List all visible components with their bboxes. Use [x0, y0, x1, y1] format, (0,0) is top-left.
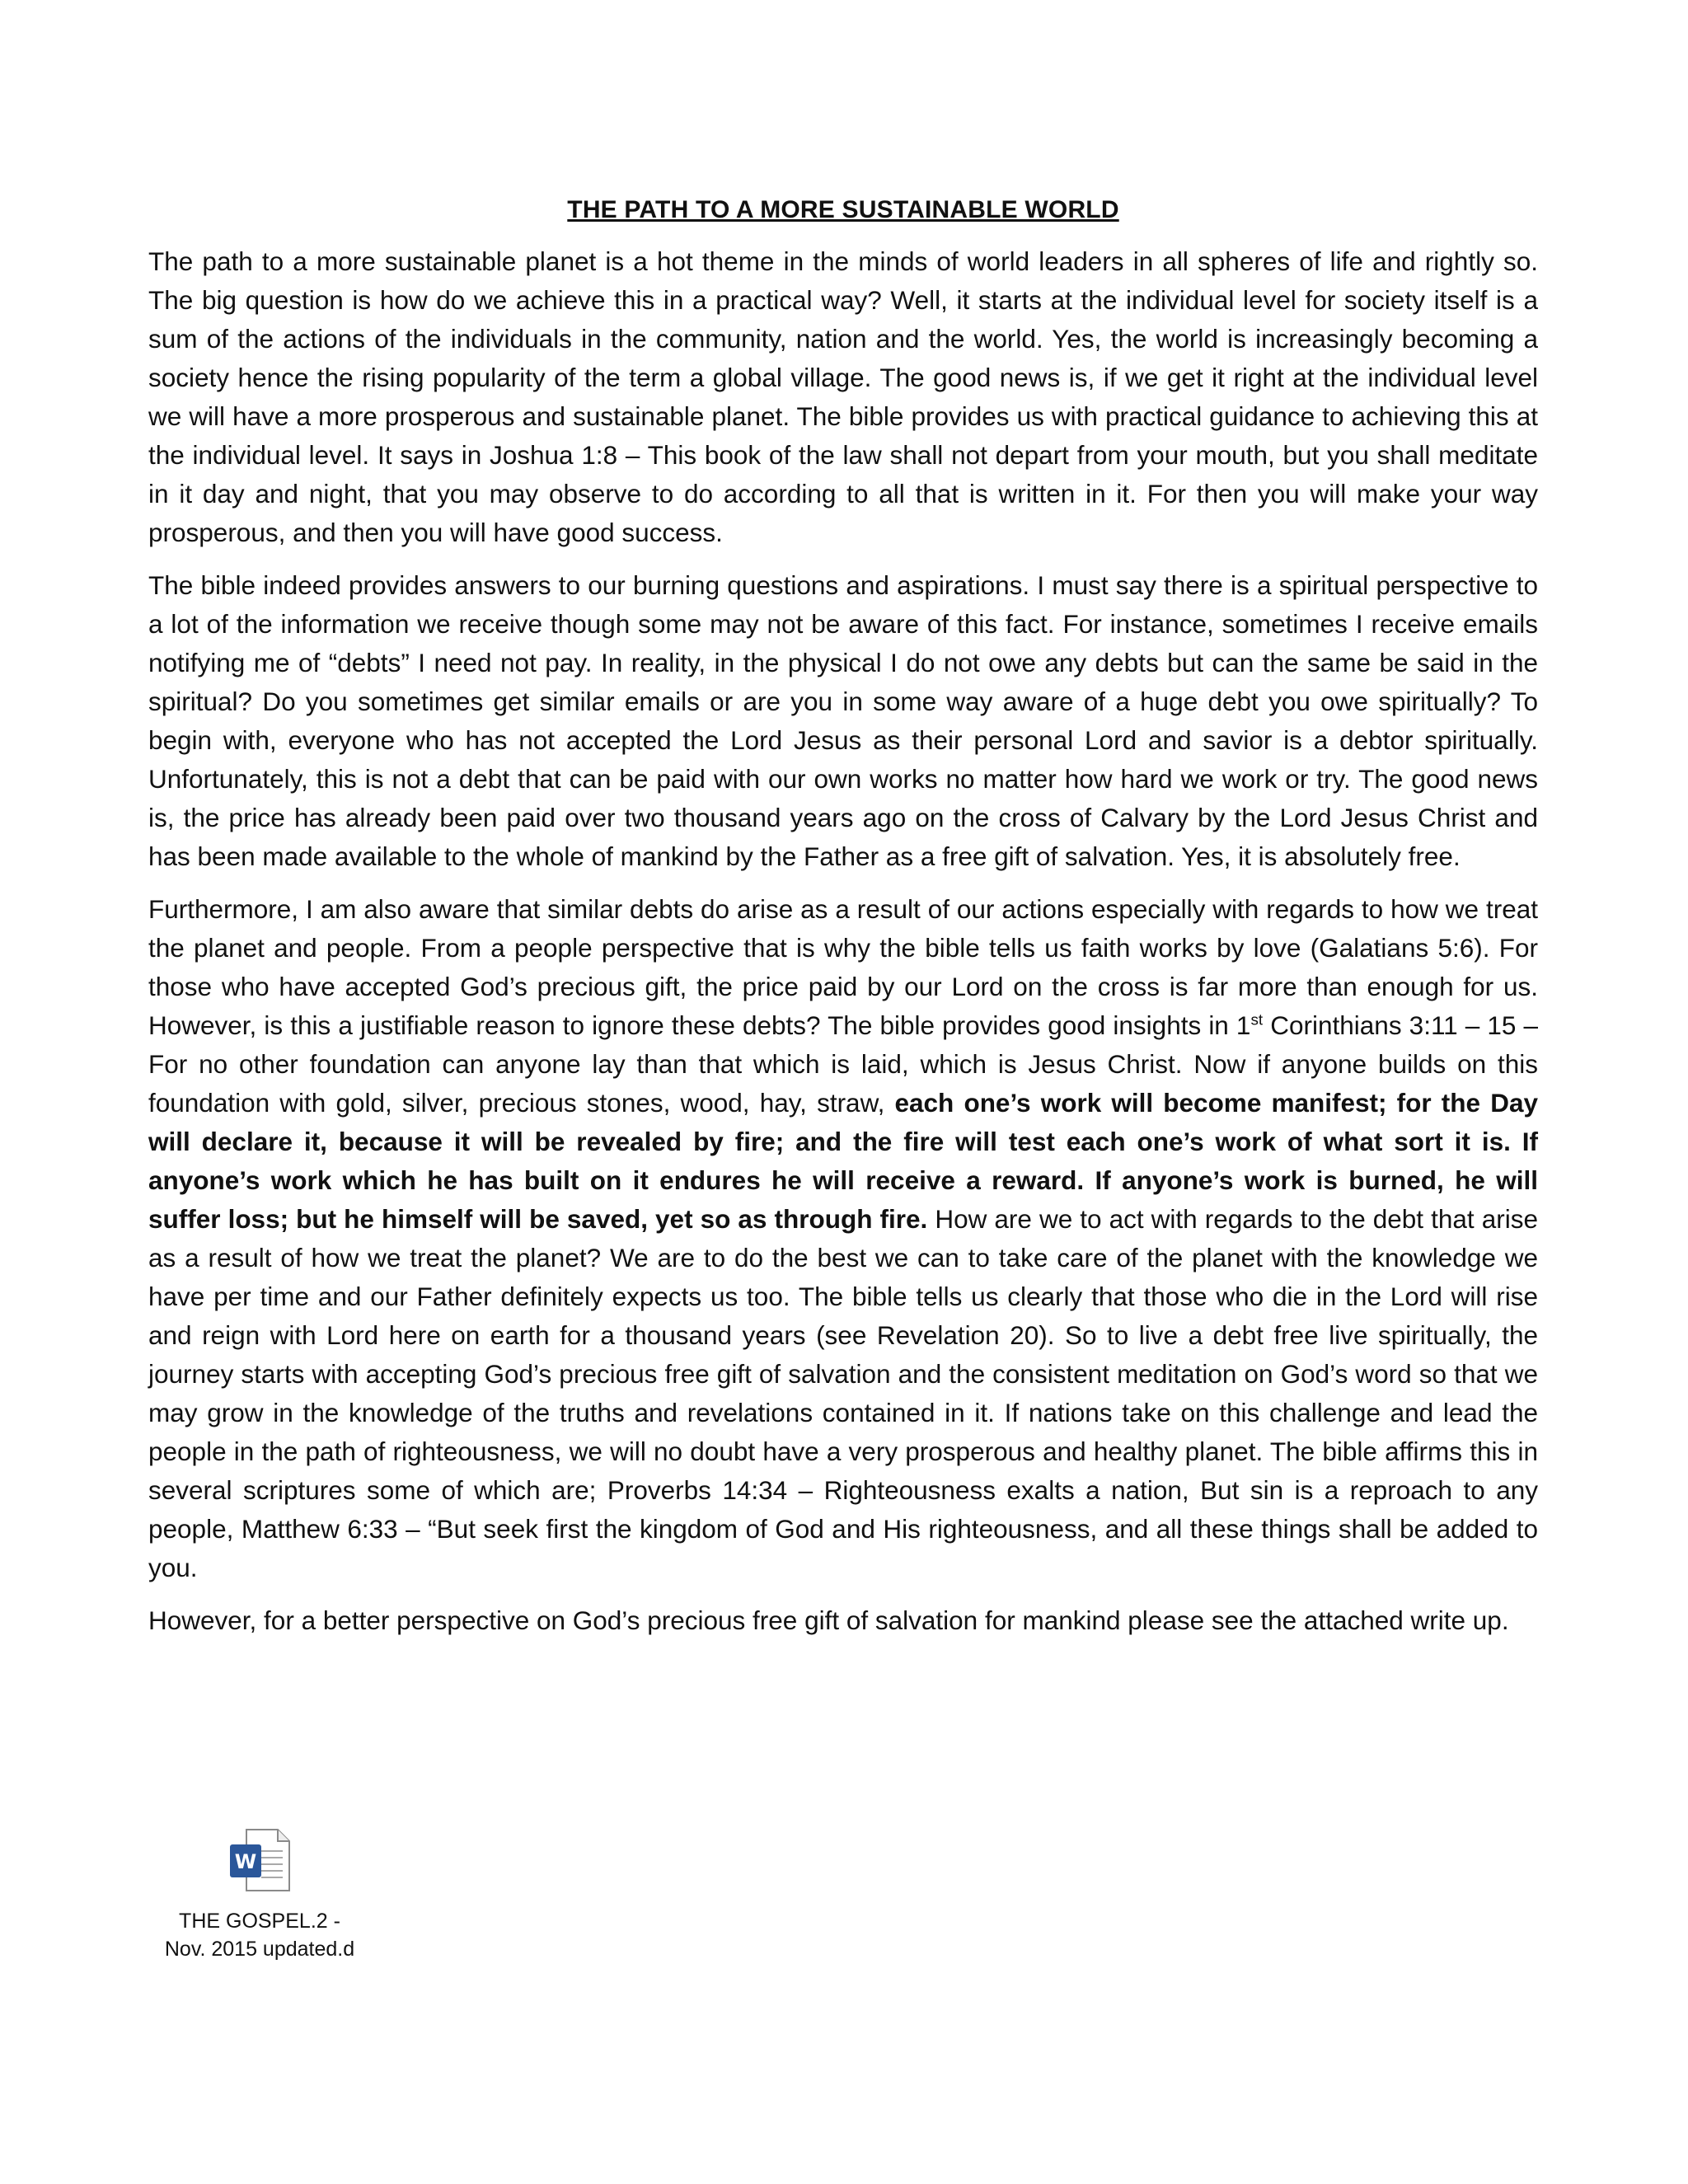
paragraph-2: The bible indeed provides answers to our burning questions and aspirations. I must say there is a spiritual perspective to a lot of the information we receive though some may not be aware of this fact. For instance, sometimes I receive emails notifying me of “debts” I need not pay. In reality, in the physical I do not owe any debts but can the same be said in the spiritual? Do you sometimes get similar emails or are you in some way aware of a huge debt you owe spiritually? To begin with, everyone who has not accepted the Lord Jesus as their personal Lord and savior is a debtor spiritually. Unfortunately, this is not a debt that can be paid with our own works no matter how hard we work or try. The good news is, the price has already been paid over two thousand years ago on the cross of Calvary by the Lord Jesus Christ and has been made available to the whole of mankind by the Father as a free gift of salvation. Yes, it is absolutely free. [148, 570, 1538, 871]
paragraph-3-text-b: Corinthians 3:11 – 15 – For no other foundation can anyone lay than that which is laid, which is Jesus Christ. Now if anyone builds on this foundation with gold, silver, precious stones, wood, hay, straw, [148, 1010, 1539, 1118]
embedded-attachment[interactable] [152, 1828, 367, 1963]
document-page [148, 196, 1538, 1654]
page-title: THE PATH TO A MORE SUSTAINABLE WORLD [567, 196, 1119, 223]
paragraph-3 [148, 890, 1538, 1587]
word-document-icon[interactable] [228, 1828, 291, 1892]
ordinal-superscript: st [1250, 1011, 1264, 1029]
paragraph-4: However, for a better perspective on God’s precious free gift of salvation for mankind please see the attached write up. [148, 1605, 1509, 1635]
paragraph-1: The path to a more sustainable planet is a hot theme in the minds of world leaders in all spheres of life and rightly so. The big question is how do we achieve this in a practical way? Well, it starts at the individual level for society itself is a sum of the actions of the individuals in the community, nation and the world. Yes, the world is increasingly becoming a society hence the rising popularity of the term a global village. The good news is, if we get it right at the individual level we will have a more prosperous and sustainable planet. The bible provides us with practical guidance to achieving this at the individual level. It says in Joshua 1:8 – This book of the law shall not depart from your mouth, but you shall meditate in it day and night, that you may observe to do according to all that is written in it. For then you will make your way prosperous, and then you will have good success. [148, 246, 1538, 547]
paragraph-3-bold-quote: each one’s work will become manifest; for the Day will declare it, because it will be revealed by fire; and the fire will test each one’s work of what sort it is. If anyone’s work which he has built on it endures he will receive a reward. If anyone’s work is burned, he will suffer loss; but he himself will be saved, yet so as through fire. [148, 1088, 1538, 1234]
word-badge-letter: W [234, 1850, 257, 1873]
paragraph-3-text-a: Furthermore, I am also aware that similar debts do arise as a result of our actions especially with regards to how we treat the planet and people. From a people perspective that is why the bible tells us faith works by love (Galatians 5:6). For those who have accepted God’s precious gift, the price paid by our Lord on the cross is far more than enough for us. However, is this a justifiable reason to ignore these debts? The bible provides good insights in 1 [148, 894, 1538, 1040]
attachment-filename[interactable]: THE GOSPEL.2 - Nov. 2015 updated.d [164, 1910, 355, 1961]
paragraph-3-text-c: How are we to act with regards to the debt that arise as a result of how we treat the planet? We are to do the best we can to take care of the planet with the knowledge we have per time and our Father definitely expects us too. The bible tells us clearly that those who die in the Lord will rise and reign with Lord here on earth for a thousand years (see Revelation 20). So to live a debt free live spiritually, the journey starts with accepting God’s precious free gift of salvation and the consistent meditation on God’s word so that we may grow in the knowledge of the truths and revelations contained in it. If nations take on this challenge and lead the people in the path of righteousness, we will no doubt have a very prosperous and healthy planet. The bible affirms this in several scriptures some of which are; Proverbs 14:34 – Righteousness exalts a nation, But sin is a reproach to any people, Matthew 6:33 – “But seek first the kingdom of God and His righteousness, and all these things shall be added to you. [148, 1204, 1538, 1582]
